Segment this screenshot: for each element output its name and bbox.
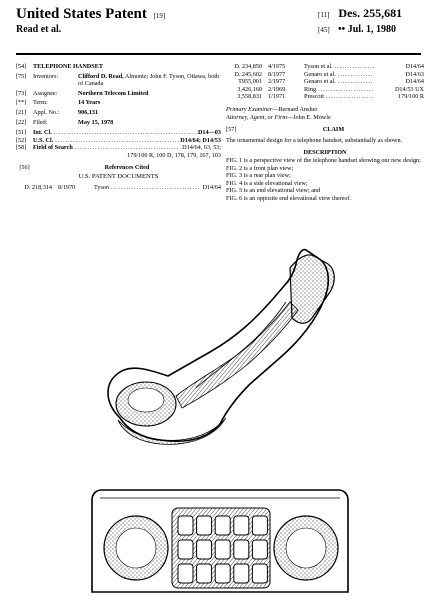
field-code: [52] [16, 136, 27, 144]
ref-class: D14/53 UX [394, 85, 424, 93]
keypad-key [234, 564, 249, 583]
field-code: [21] [16, 108, 27, 116]
field-label: Assignee: [33, 89, 58, 97]
field-code: [73] [16, 89, 27, 97]
ref-date: 2/1977 [268, 78, 286, 86]
attorney-label: Attorney, Agent, or Firm [226, 113, 287, 121]
description-line: FIG. 4 is a side elevational view; [226, 179, 308, 187]
field-value: D14/64, 63, 53; [182, 144, 221, 152]
keypad-key [215, 516, 230, 535]
ref-class: D14/64 [405, 78, 424, 86]
field-value: 14 Years [78, 99, 101, 107]
patent-number-value: Des. 255,681 [338, 6, 403, 20]
keypad-key [178, 540, 193, 559]
field-label: Inventors: [33, 72, 59, 80]
claim-text: The ornamental design for a telephone handset, substantially as shown. [226, 136, 403, 144]
keypad-key [252, 540, 267, 559]
ref-date: 2/1969 [268, 85, 286, 93]
ref-class: D14/64 [405, 63, 424, 70]
title-text: United States Patent [16, 6, 147, 22]
ref-class: D14/63 [405, 70, 424, 78]
field-value: D14—03 [197, 129, 221, 137]
keypad-key [197, 540, 212, 559]
keypad-keys [178, 516, 267, 583]
ref-name: Tyson [94, 183, 110, 191]
field-code: [51] [16, 129, 27, 137]
keypad-key [234, 516, 249, 535]
attorney-name: —John E. Mowle [286, 113, 331, 121]
date-value: Jul. 1, 1980 [347, 24, 397, 35]
ref-number: 3,558,831 [237, 93, 262, 101]
field-label: Filed: [33, 118, 48, 126]
front-earpiece-inner [286, 528, 326, 568]
ref-name: Ring [304, 85, 317, 93]
references-title: References Cited [104, 163, 150, 171]
field-code: [54] [16, 63, 27, 70]
field-value: May 15, 1978 [78, 118, 114, 126]
ref-number: D. 245,602 [234, 70, 262, 78]
field-label: Int. Cl. [33, 129, 52, 137]
field-label: U.S. Cl. [33, 136, 54, 144]
field-value-bold: Clifford D. Read, [78, 72, 124, 80]
keypad-key [215, 564, 230, 583]
inventor-short: Read et al. [16, 24, 62, 35]
field-code: [58] [16, 144, 27, 152]
keypad-key [178, 516, 193, 535]
keypad-key [234, 540, 249, 559]
date-prefix: •• [338, 24, 346, 35]
ref-number: T955,001 [238, 78, 262, 86]
keypad-key [252, 516, 267, 535]
keypad-key [215, 540, 230, 559]
ref-date: 8/1977 [268, 70, 286, 78]
examiner-name: —Bernard Ansher [272, 105, 318, 113]
keypad-key [252, 564, 267, 583]
ref-name: Prescott [304, 93, 324, 101]
field-search-cont: 179/100 R, 100 D, 178, 179, 167, 103 [127, 151, 221, 159]
keypad-key [197, 564, 212, 583]
references-subheading: U.S. PATENT DOCUMENTS [78, 173, 159, 181]
field-value-rest: Almonte; John F. Tyson, Ottawa, both of Canada [78, 72, 220, 88]
examiner-label: Primary Examiner [226, 105, 273, 113]
description-line: FIG. 2 is a front plan view; [226, 164, 294, 172]
ref-name: Tyson et al. [304, 63, 333, 70]
ref-class: 179/100 R [398, 93, 424, 101]
ref-number: 3,426,160 [237, 85, 262, 93]
description-line: FIG. 3 is a rear plan view; [226, 172, 291, 180]
field-value: Northern Telecom Limited [78, 89, 149, 97]
field-value: D14/64; D14/53 [180, 136, 221, 144]
description-line: FIG. 1 is a perspective view of the telephone handset showing our new design; [226, 156, 421, 164]
description-line: FIG. 6 is an opposite end elevational view thereof. [226, 194, 352, 202]
ref-date: 4/1975 [268, 63, 286, 70]
ref-class: D14/64 [202, 183, 221, 191]
field-code: [57] [226, 126, 237, 134]
field-label: Term: [33, 99, 48, 107]
ref-date: 1/1971 [268, 93, 286, 101]
number-code: [11] [318, 11, 330, 19]
description-heading: DESCRIPTION [303, 149, 347, 157]
field-label: Field of Search [33, 144, 73, 152]
keypad-key [197, 516, 212, 535]
date-code: [45] [318, 26, 330, 34]
description-line: FIG. 5 is an end elevational view; and [226, 187, 321, 195]
ref-name: Genaro et al. [304, 78, 336, 86]
field-code: [**] [16, 99, 27, 107]
ref-number: D. 234,850 [234, 63, 262, 70]
keypad-key [178, 564, 193, 583]
ref-date: 8/1970 [58, 183, 76, 191]
field-code: [56] [19, 163, 30, 171]
claim-title: CLAIM [322, 126, 345, 134]
field-value: TELEPHONE HANDSET [33, 63, 103, 70]
field-code: [75] [16, 72, 27, 80]
title-code: [19] [153, 12, 166, 20]
front-mouthpiece-inner [116, 528, 156, 568]
ref-number: D. 218,314 [24, 183, 52, 191]
field-label: Appl. No.: [33, 108, 60, 116]
field-value: 906,131 [78, 108, 99, 116]
field-code: [22] [16, 118, 27, 126]
ref-name: Genaro et al. [304, 70, 336, 78]
